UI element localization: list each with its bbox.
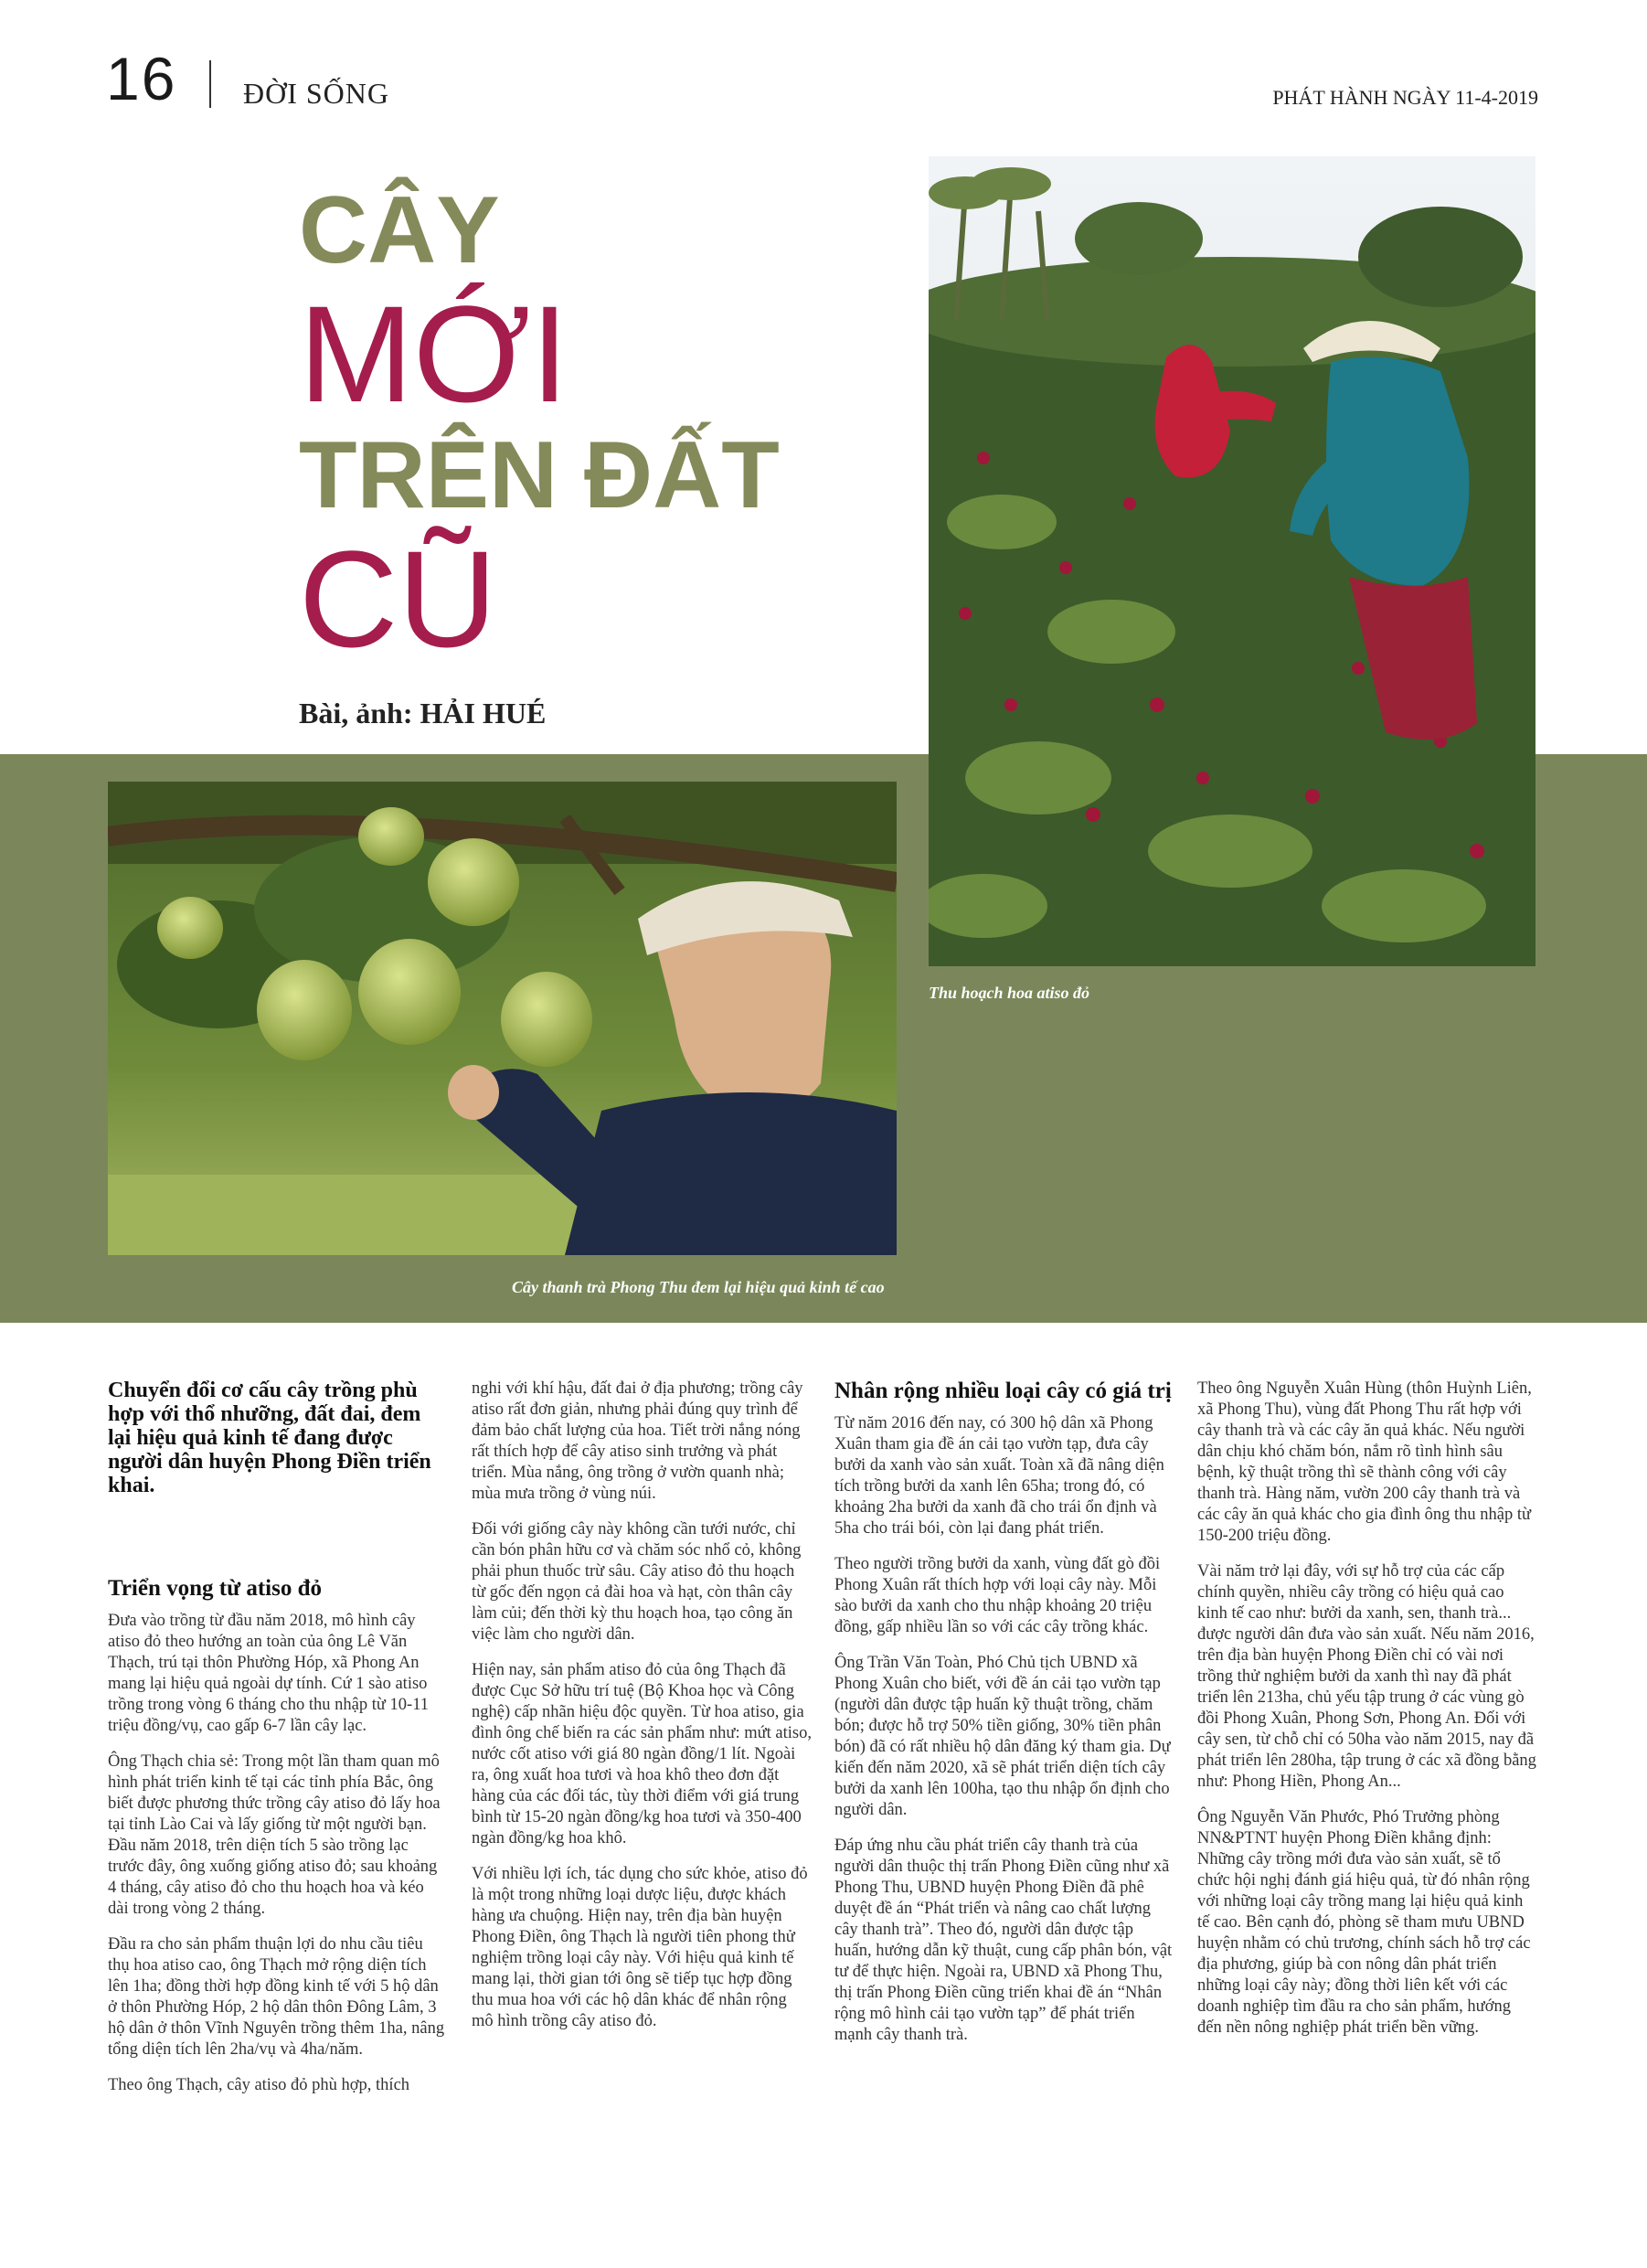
title-line-2: MỚI [299,277,569,431]
article-lead: Chuyển đổi cơ cấu cây trồng phù hợp với thổ nhưỡng, đất đai, đem lại hiệu quả kinh tế đang được người dân huyện Phong Điền triển khai. [108,1379,431,1497]
paragraph: Theo người trồng bưởi da xanh, vùng đất gò đồi Phong Xuân rất thích hợp với loại cây này. Mỗi sào bưởi da xanh cho thu nhập khoảng 20 triệu đồng, gấp nhiều lần so với các cây trồng khác. [834,1555,1161,1636]
pomelo-photo-illustration [108,782,897,1255]
roselle-photo [929,156,1535,966]
paragraph: Đưa vào trồng từ đầu năm 2018, mô hình cây atiso đỏ theo hướng an toàn của ông Lê Văn Thạch, trú tại thôn Phường Hóp, xã Phong An mang lại hiệu quả ngoài dự tính. Cứ 1 sào atiso trồng trong vòng 6 tháng cho thu nhập từ 10-11 triệu đồng/vụ, cao gấp 6-7 lần cây lạc. [108,1612,430,1735]
header-divider [209,60,211,108]
column-1 [108,1379,448,2111]
title-line-4: CŨ [299,522,497,676]
paragraph: Ông Trần Văn Toàn, Phó Chủ tịch UBND xã Phong Xuân cho biết, với đề án cải tạo vườn tạp (người dân được tập huấn kỹ thuật trồng, chăm bón; được hỗ trợ 50% tiền giống, 30% tiền phân bón) đã có rất nhiều hộ dân đăng ký tham gia. Dự kiến đến năm 2020, xã sẽ phát triển diện tích cây bưởi da xanh lên 100ha, tạo thu nhập ổn định cho người dân. [834,1654,1171,1819]
paragraph: Theo ông Nguyễn Xuân Hùng (thôn Huỳnh Liên, xã Phong Thu), vùng đất Phong Thu rất hợp với cây thanh trà và các cây ăn quả khác. Nếu người dân chịu khó chăm bón, nắm rõ tình hình sâu bệnh, kỹ thuật trồng thì sẽ thành công với cây thanh trà. Hàng năm, vườn 200 cây thanh trà và các cây ăn quả khác cho gia đình ông thu nhập từ 150-200 triệu đồng. [1197,1379,1532,1545]
roselle-photo-caption: Thu hoạch hoa atiso đỏ [929,984,1090,1002]
paragraph: Với nhiều lợi ích, tác dụng cho sức khỏe, atiso đỏ là một trong những loại dược liệu, được khách hàng ưa chuộng. Hiện nay, trên địa bàn huyện Phong Điền, ông Thạch là người tiên phong thử nghiệm trồng loại cây này. Với hiệu quả kinh tế mang lại, thời gian tới ông sẽ tiếp tục hợp đồng thu mua hoa với các hộ dân khác để nhân rộng mô hình trồng cây atiso đỏ. [472,1865,808,2030]
paragraph: Đầu ra cho sản phẩm thuận lợi do nhu cầu tiêu thụ hoa atiso cao, ông Thạch mở rộng diện tích lên 1ha; đồng thời hợp đồng kinh tế với 5 hộ dân ở thôn Phường Hóp, 2 hộ dân thôn Đông Lâm, 3 hộ dân ở thôn Vĩnh Nguyên trồng thêm 1ha, nâng tổng diện tích lên 2ha/vụ và 4ha/năm. [108,1935,445,2059]
column-3 [834,1379,1174,2060]
title-line-3: TRÊN ĐẤT [299,422,780,528]
title-line-1: CÂY [299,177,500,283]
issue-date: PHÁT HÀNH NGÀY 11-4-2019 [1272,86,1538,109]
page-number: 16 [106,45,177,112]
column-4 [1197,1379,1537,2053]
pomelo-photo-caption: Cây thanh trà Phong Thu đem lại hiệu quả kinh tế cao [512,1278,885,1296]
paragraph: Hiện nay, sản phẩm atiso đỏ của ông Thạch đã được Cục Sở hữu trí tuệ (Bộ Khoa học và Công nghệ) cấp nhãn hiệu độc quyền. Từ hoa atiso, gia đình ông chế biến ra các sản phẩm như: mứt atiso, nước cốt atiso với giá 80 ngàn đồng/1 lít. Ngoài ra, ông xuất hoa tươi và hoa khô theo đơn đặt hàng của các đối tác, tùy thời điểm với giá trung bình từ 15-20 ngàn đồng/kg hoa tươi và 350-400 ngàn đồng/kg hoa khô. [472,1661,812,1847]
paragraph: Từ năm 2016 đến nay, có 300 hộ dân xã Phong Xuân tham gia đề án cải tạo vườn tạp, đưa cây bưởi da xanh vào sản xuất. Toàn xã đã nâng diện tích trồng bưởi da xanh lên 65ha; trong đó, có khoảng 2ha bưởi da xanh đã cho trái ổn định và 5ha cho trái bói, còn lại đang phát triển. [834,1414,1164,1538]
section-heading-atiso: Triển vọng từ atiso đỏ [108,1576,322,1601]
paragraph: Ông Thạch chia sẻ: Trong một lần tham quan mô hình phát triển kinh tế tại các tỉnh phía Bắc, ông biết được phương thức trồng cây atiso đỏ lấy hoa tại tỉnh Lào Cai và lấy giống từ một người bạn. Đầu năm 2018, trên diện tích 5 sào trồng lạc trước đây, ông xuống giống atiso đỏ; sau khoảng 4 tháng, cây atiso đỏ cho thu hoạch hoa và kéo dài trong vòng 2 tháng. [108,1752,441,1918]
roselle-photo-illustration [929,156,1535,966]
paragraph: Đối với giống cây này không cần tưới nước, chỉ cần bón phân hữu cơ và chăm sóc nhổ cỏ, không phải phun thuốc trừ sâu. Cây atiso đỏ thu hoạch từ gốc đến ngọn cả đài hoa và hạt, còn thân cây làm củi; đến thời kỳ thu hoạch hoa, tạo công ăn việc làm cho người dân. [472,1520,802,1644]
byline: Bài, ảnh: HẢI HUÉ [299,697,547,729]
paragraph: Đáp ứng nhu cầu phát triển cây thanh trà của người dân thuộc thị trấn Phong Điền cũng như xã Phong Thu, UBND huyện Phong Điền đã phê duyệt đề án “Phát triển và nâng cao chất lượng cây thanh trà”. Theo đó, người dân được tập huấn, hướng dẫn kỹ thuật, cung cấp phân bón, vật tư để thực hiện. Ngoài ra, UBND xã Phong Thu, thị trấn Phong Điền cũng triển khai đề án “Nhân rộng mô hình cải tạo vườn tạp” để phát triển mạnh cây thanh trà. [834,1837,1173,2044]
paragraph: Vài năm trở lại đây, với sự hỗ trợ của các cấp chính quyền, nhiều cây trồng có hiệu quả cao kinh tế cao như: bưởi da xanh, sen, thanh trà... được người dân đưa vào sản xuất. Nếu năm 2016, trên địa bàn huyện Phong Điền chỉ có vài nơi trồng thử nghiệm bưởi da xanh thì nay đã phát triển lên 213ha, chủ yếu tập trung ở các vùng gò đồi Phong Xuân, Phong Sơn, Phong An. Đối với cây sen, từ chỗ chỉ có 50ha vào năm 2015, nay đã phát triển lên 280ha, tập trung ở các xã đồng bằng như: Phong Hiền, Phong An... [1197,1562,1536,1791]
section-name: ĐỜI SỐNG [243,77,389,110]
pomelo-photo [108,782,897,1255]
section-heading-expansion: Nhân rộng nhiều loại cây có giá trị [834,1379,1172,1403]
column-2 [472,1379,812,2047]
paragraph: Ông Nguyễn Văn Phước, Phó Trưởng phòng NN&PTNT huyện Phong Điền khẳng định: Những cây trồng mới đưa vào sản xuất, sẽ tổ chức hội nghị đánh giá hiệu quả, từ đó nhân rộng với những loại cây trồng mang lại hiệu quả kinh tế cao. Bên cạnh đó, phòng sẽ tham mưu UBND huyện nhằm có chủ trương, chính sách hỗ trợ các địa phương, giúp bà con nông dân phát triển những loại cây này; đồng thời liên kết với các doanh nghiệp tìm đầu ra cho sản phẩm, hướng đến nền nông nghiệp phát triển bền vững. [1197,1808,1531,2037]
paragraph: nghi với khí hậu, đất đai ở địa phương; trồng cây atiso rất đơn giản, nhưng phải đúng quy trình để đảm bảo chất lượng của hoa. Tiết trời nắng nóng rất thích hợp để cây atiso sinh trưởng và phát triển. Mùa nắng, ông trồng ở vườn quanh nhà; mùa mưa trồng ở vùng núi. [472,1379,803,1503]
paragraph: Theo ông Thạch, cây atiso đỏ phù hợp, thích [108,2076,410,2094]
